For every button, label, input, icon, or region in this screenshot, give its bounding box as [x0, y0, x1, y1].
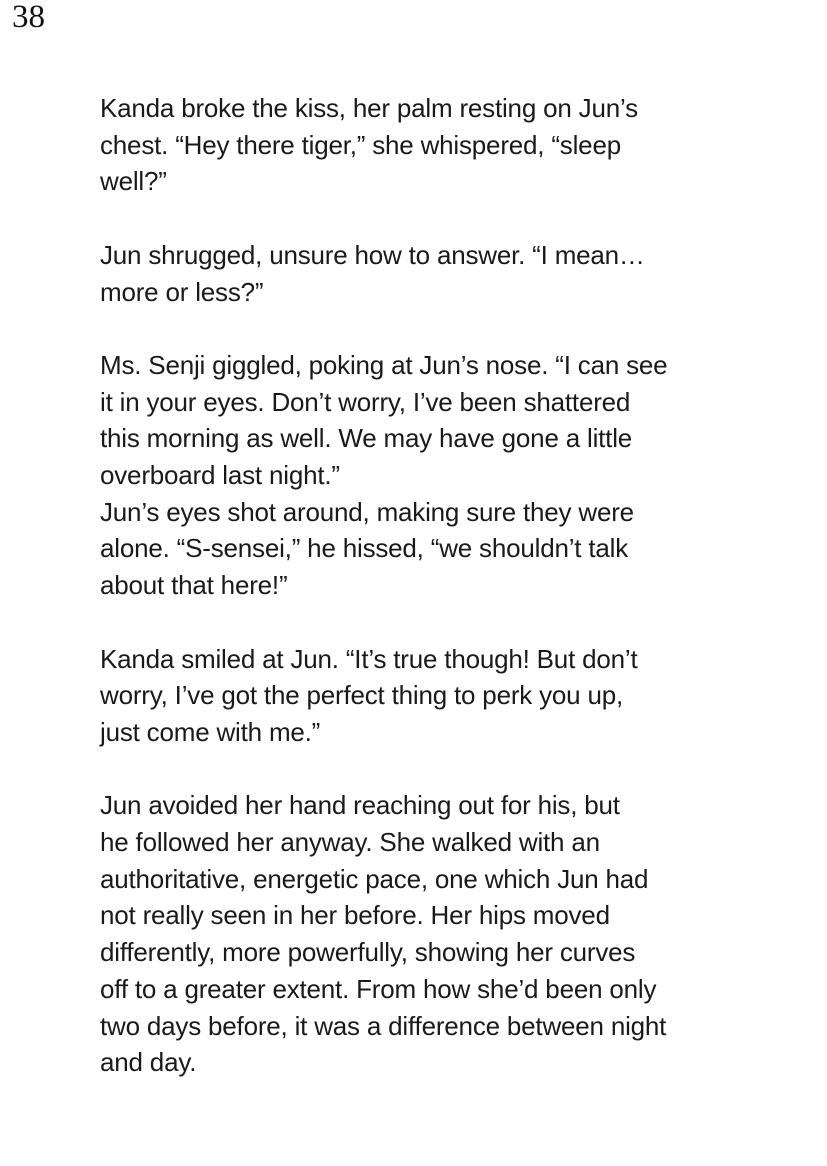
paragraph: Jun shrugged, unsure how to answer. “I mean… more or less?”	[100, 239, 645, 307]
page-number: 38	[12, 0, 45, 35]
paragraph: Kanda smiled at Jun. “It’s true though! But don’t worry, I’ve got the perfect thing to perk you up, just come with me.”	[100, 643, 638, 747]
paragraph: Jun avoided her hand reaching out for his, but he followed her anyway. She walked with an authoritative, energetic pace, one which Jun had not really seen in her before. Her hips moved differently, more powerfully, showing her curves off to a greater extent. From how she’d been only two days before, it was a difference between night and day.	[100, 790, 667, 1078]
paragraph: Kanda broke the kiss, her palm resting on Jun’s chest. “Hey there tiger,” she whispered, “sleep well?”	[100, 93, 638, 197]
page-text	[100, 90, 780, 1081]
paragraph: Ms. Senji giggled, poking at Jun’s nose. “I can see it in your eyes. Don’t worry, I’ve been shattered this morning as well. We may have gone a little overboard last night.”	[100, 349, 668, 490]
paragraph: Jun’s eyes shot around, making sure they were alone. “S-sensei,” he hissed, “we shouldn’t talk about that here!”	[100, 496, 634, 601]
